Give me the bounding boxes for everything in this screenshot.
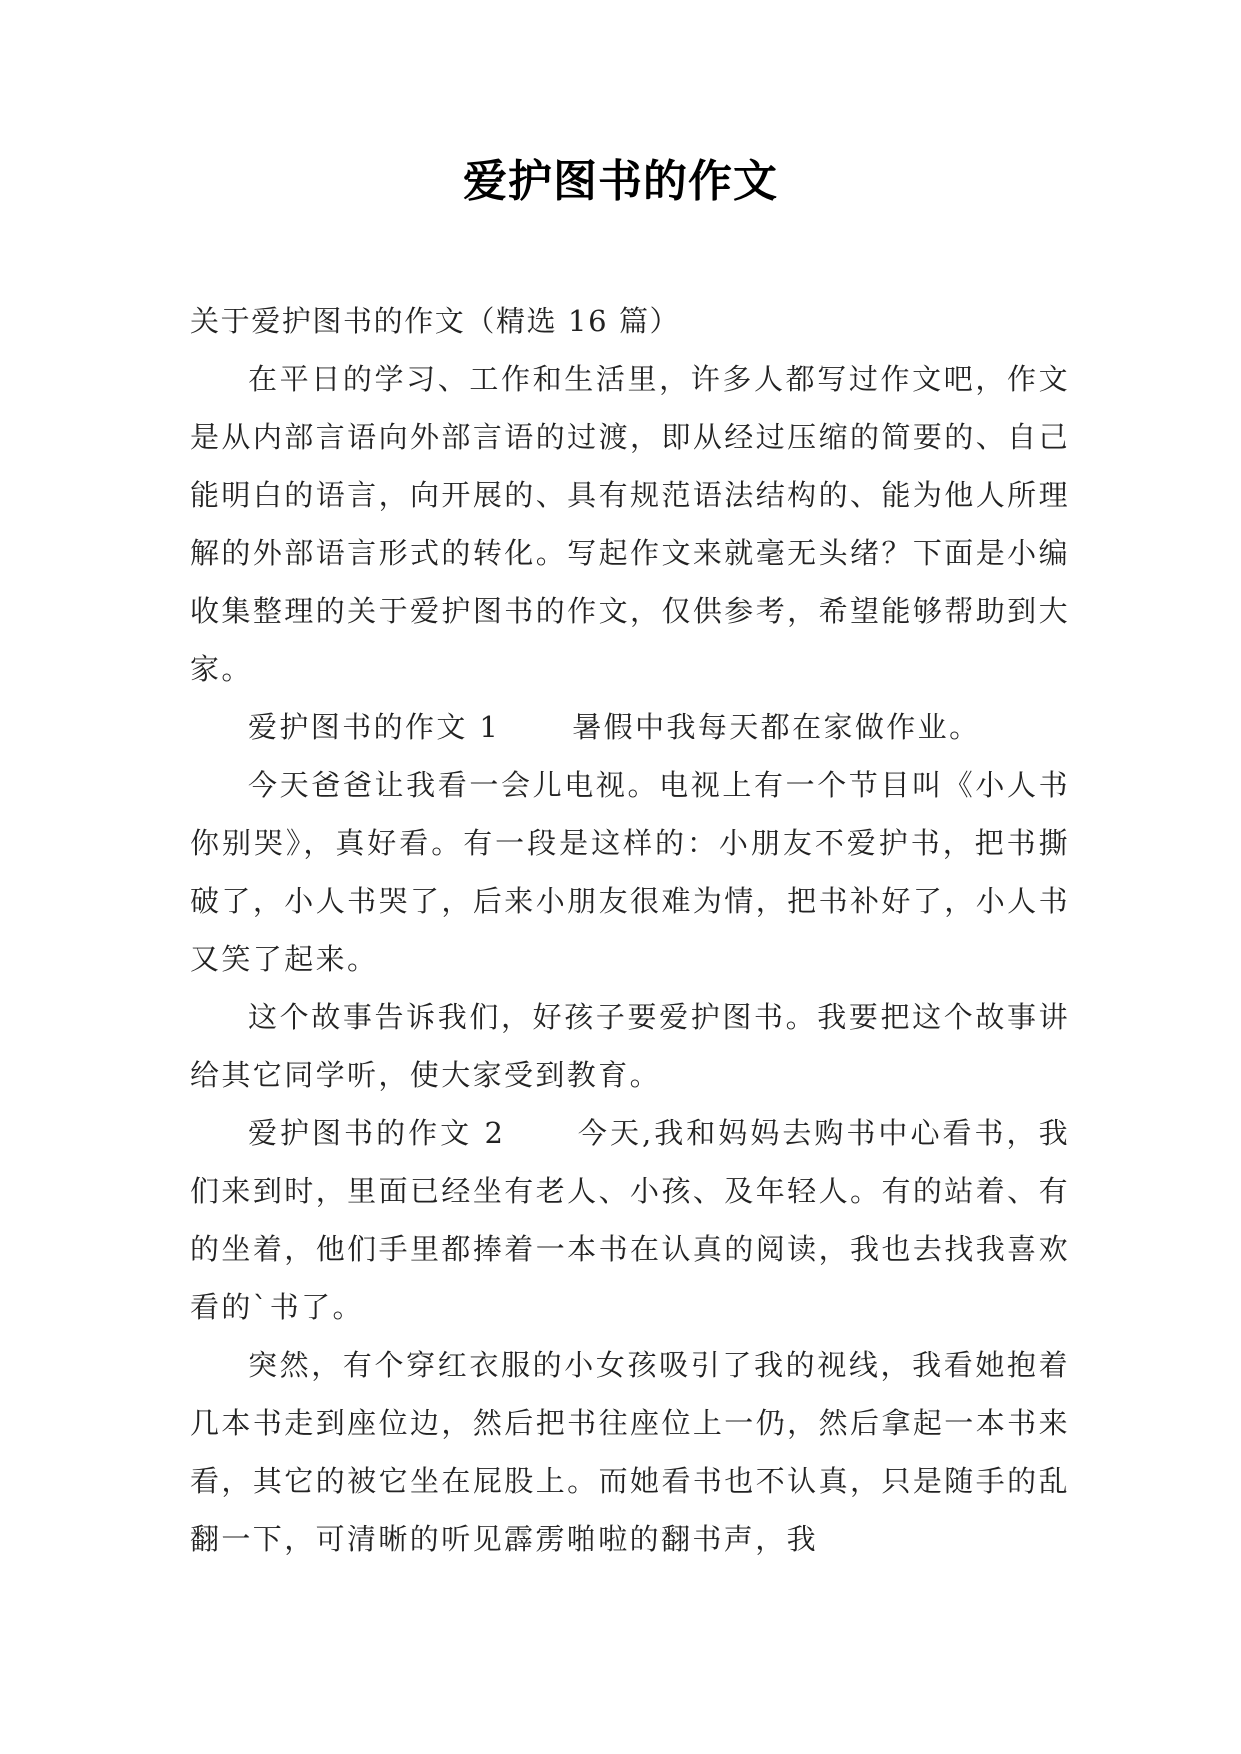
document-body <box>190 292 1070 1568</box>
document-title: 爱护图书的作文 <box>463 156 778 207</box>
essay-2-heading: 爱护图书的作文 2 <box>248 1116 506 1150</box>
essay-2-paragraph-1-rest: 我们来到时，里面已经坐有老人、小孩、及年轻人。有的站着、有的坐着，他们手里都捧着一本书在认真的阅读，我也去找我喜欢看的`书了。 <box>190 1116 1070 1324</box>
essay-2-opening: 今天,我和妈妈去购书中心看书， <box>577 1116 1039 1150</box>
document-subtitle: 关于爱护图书的作文（精选 16 篇） <box>190 304 681 338</box>
essay-1-paragraph-1: 今天爸爸让我看一会儿电视。电视上有一个节目叫《小人书你别哭》，真好看。有一段是这样的：小朋友不爱护书，把书撕破了，小人书哭了，后来小朋友很难为情，把书补好了，小人书又笑了起来。 <box>190 768 1070 976</box>
essay-1-first-line <box>190 698 1070 756</box>
essay-1-opening: 暑假中我每天都在家做作业。 <box>572 710 981 744</box>
essay-2-paragraph-2: 突然，有个穿红衣服的小女孩吸引了我的视线，我看她抱着几本书走到座位边，然后把书往座位上一仍，然后拿起一本书来看，其它的被它坐在屁股上。而她看书也不认真，只是随手的乱翻一下，可清晰的听见霹雳啪啦的翻书声，我 <box>190 1348 1070 1556</box>
essay-1-heading: 爱护图书的作文 1 <box>248 710 501 744</box>
essay-1-paragraph-2: 这个故事告诉我们，好孩子要爱护图书。我要把这个故事讲给其它同学听，使大家受到教育。 <box>190 1000 1070 1092</box>
essay-2-first-paragraph <box>190 1104 1070 1336</box>
intro-paragraph: 在平日的学习、工作和生活里，许多人都写过作文吧，作文是从内部言语向外部言语的过渡，即从经过压缩的简要的、自己能明白的语言，向开展的、具有规范语法结构的、能为他人所理解的外部语言形式的转化。写起作文来就毫无头绪？下面是小编收集整理的关于爱护图书的作文，仅供参考，希望能够帮助到大家。 <box>190 362 1070 686</box>
